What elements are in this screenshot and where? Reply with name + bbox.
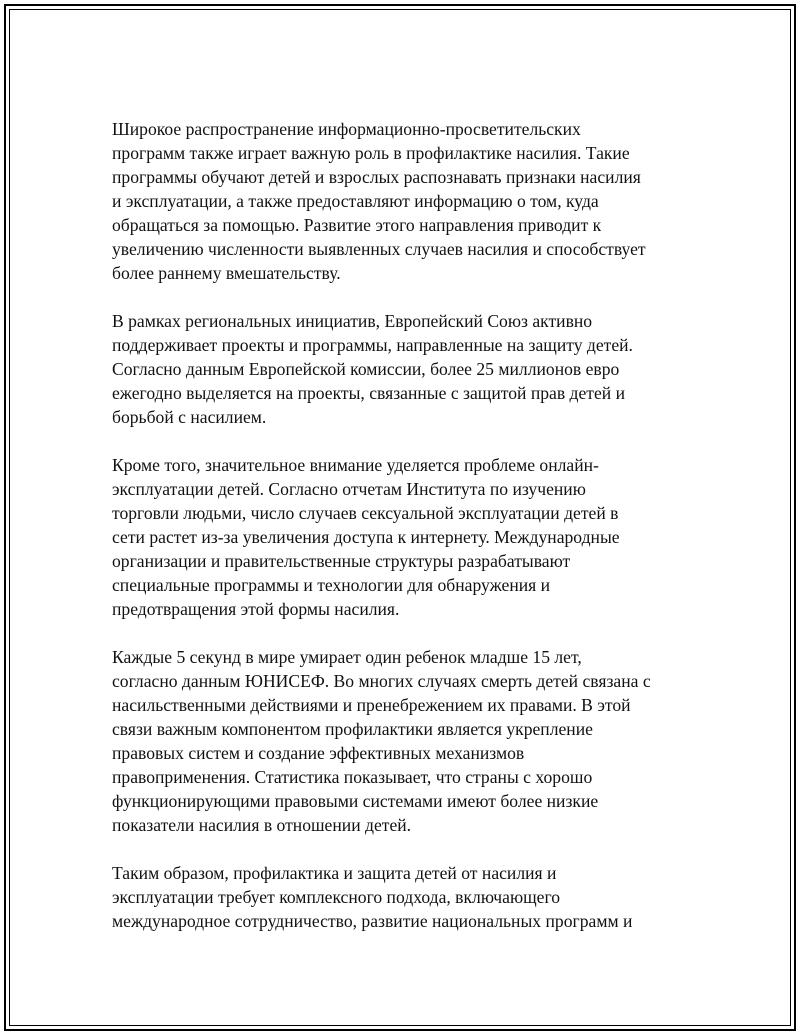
paragraph-conclusion: [112, 861, 687, 933]
text-line: программы обучают детей и взрослых распознавать признаки насилия: [112, 167, 641, 187]
text-line: насильственными действиями и пренебрежением их правами. В этой: [112, 695, 631, 715]
text-line: увеличению численности выявленных случаев насилия и способствует: [112, 239, 646, 259]
text-line: В рамках региональных инициатив, Европейский Союз активно: [112, 311, 593, 331]
text-line: специальные программы и технологии для обнаружения и: [112, 575, 551, 595]
text-line: эксплуатации требует комплексного подхода, включающего: [112, 887, 561, 907]
paragraph-awareness-programs: [112, 117, 687, 285]
text-line: Согласно данным Европейской комиссии, более 25 миллионов евро: [112, 359, 620, 379]
text-line: международное сотрудничество, развитие национальных программ и: [112, 911, 633, 931]
text-line: программ также играет важную роль в профилактике насилия. Такие: [112, 143, 630, 163]
text-line: показатели насилия в отношении детей.: [112, 815, 412, 835]
text-line: эксплуатации детей. Согласно отчетам Института по изучению: [112, 479, 586, 499]
text-line: торговли людьми, число случаев сексуальной эксплуатации детей в: [112, 503, 619, 523]
text-line: правовых систем и создание эффективных механизмов: [112, 743, 525, 763]
text-line: обращаться за помощью. Развитие этого направления приводит к: [112, 215, 602, 235]
text-line: более раннему вмешательству.: [112, 263, 341, 283]
text-line: функционирующими правовыми системами имеют более низкие: [112, 791, 599, 811]
text-line: организации и правительственные структуры разрабатывают: [112, 551, 571, 571]
paragraph-unicef-statistics: [112, 645, 687, 837]
text-line: правоприменения. Статистика показывает, что страны с хорошо: [112, 767, 593, 787]
text-line: Широкое распространение информационно-просветительских: [112, 119, 581, 139]
text-line: предотвращения этой формы насилия.: [112, 599, 400, 619]
document-body: [112, 117, 687, 957]
text-line: и эксплуатации, а также предоставляют информацию о том, куда: [112, 191, 599, 211]
text-line: ежегодно выделяется на проекты, связанные с защитой прав детей и: [112, 383, 626, 403]
text-line: связи важным компонентом профилактики является укрепление: [112, 719, 593, 739]
text-line: согласно данным ЮНИСЕФ. Во многих случаях смерть детей связана с: [112, 671, 651, 691]
text-line: сети растет из-за увеличения доступа к интернету. Международные: [112, 527, 620, 547]
text-line: борьбой с насилием.: [112, 407, 267, 427]
text-line: Кроме того, значительное внимание уделяется проблеме онлайн-: [112, 455, 599, 475]
paragraph-eu-initiatives: [112, 309, 687, 429]
text-line: Каждые 5 секунд в мире умирает один ребенок младше 15 лет,: [112, 647, 582, 667]
text-line: Таким образом, профилактика и защита детей от насилия и: [112, 863, 557, 883]
paragraph-online-exploitation: [112, 453, 687, 621]
text-line: поддерживает проекты и программы, направленные на защиту детей.: [112, 335, 633, 355]
